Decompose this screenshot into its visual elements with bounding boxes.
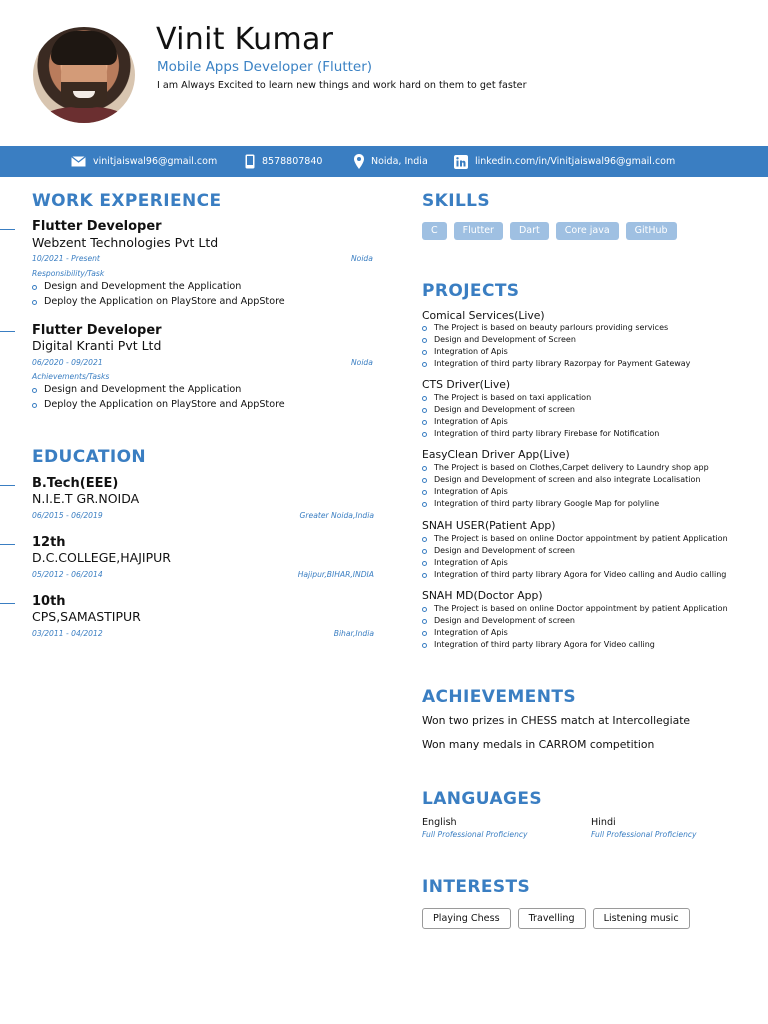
- job-bullet: Design and Development the Application: [32, 384, 241, 395]
- project-bullet: The Project is based on online Doctor appointment by patient Application: [422, 534, 728, 543]
- edu-degree: 10th: [32, 594, 66, 609]
- phone-text: 8578807840: [262, 156, 323, 167]
- project-bullet: Integration of third party library Razorpay for Payment Gateway: [422, 359, 690, 368]
- interest-tag: Playing Chess: [422, 908, 511, 929]
- job-company: Webzent Technologies Pvt Ltd: [32, 235, 219, 250]
- location-text: Noida, India: [371, 156, 428, 167]
- job-company: Digital Kranti Pvt Ltd: [32, 338, 162, 353]
- project-bullet: The Project is based on Clothes,Carpet delivery to Laundry shop app: [422, 463, 709, 472]
- contact-email[interactable]: [71, 146, 217, 177]
- edu-dates: 03/2011 - 04/2012: [32, 629, 103, 638]
- achievement-item: Won two prizes in CHESS match at Intercollegiate: [422, 714, 691, 727]
- project-bullet: Integration of Apis: [422, 558, 508, 567]
- job-location: Noida: [351, 254, 373, 263]
- candidate-role: Mobile Apps Developer (Flutter): [157, 59, 373, 75]
- project-bullet: Integration of Apis: [422, 347, 508, 356]
- project-title: SNAH MD(Doctor App): [422, 589, 543, 602]
- skill-tag: C: [422, 222, 447, 240]
- job-title: Flutter Developer: [32, 323, 162, 338]
- edu-dates: 05/2012 - 06/2014: [32, 570, 103, 579]
- project-bullet: Integration of Apis: [422, 628, 508, 637]
- job-dates: 10/2021 - Present: [32, 254, 100, 263]
- edu-school: D.C.COLLEGE,HAJIPUR: [32, 550, 171, 565]
- job-bullet: Deploy the Application on PlayStore and AppStore: [32, 399, 285, 410]
- skills-list: [422, 222, 677, 240]
- skills-heading: SKILLS: [422, 191, 491, 211]
- timeline-marker: [0, 485, 15, 486]
- contact-location: [354, 146, 428, 177]
- job-dates: 06/2020 - 09/2021: [32, 358, 103, 367]
- languages-heading: LANGUAGES: [422, 789, 543, 809]
- project-bullet: Design and Development of screen: [422, 616, 575, 625]
- project-bullet: Design and Development of Screen: [422, 335, 576, 344]
- linkedin-text: linkedin.com/in/Vinitjaiswal96@gmail.com: [475, 156, 676, 167]
- language-name: English: [422, 817, 457, 828]
- skill-tag: Flutter: [454, 222, 503, 240]
- project-bullet: Design and Development of screen: [422, 405, 575, 414]
- project-bullet: The Project is based on taxi application: [422, 393, 591, 402]
- job-bullet: Deploy the Application on PlayStore and AppStore: [32, 296, 285, 307]
- edu-school: CPS,SAMASTIPUR: [32, 609, 141, 624]
- skill-tag: Core java: [556, 222, 619, 240]
- project-title: Comical Services(Live): [422, 309, 545, 322]
- linkedin-icon: [454, 155, 468, 169]
- timeline-marker: [0, 544, 15, 545]
- language-level: Full Professional Proficiency: [591, 830, 697, 839]
- location-pin-icon: [354, 154, 364, 169]
- edu-dates: 06/2015 - 06/2019: [32, 511, 103, 520]
- skill-tag: Dart: [510, 222, 549, 240]
- email-text: vinitjaiswal96@gmail.com: [93, 156, 218, 167]
- timeline-marker: [0, 229, 15, 230]
- project-title: SNAH USER(Patient App): [422, 519, 556, 532]
- project-bullet: Integration of third party library Agora for Video calling: [422, 640, 655, 649]
- project-bullet: Integration of third party library Firebase for Notification: [422, 429, 659, 438]
- contact-phone[interactable]: [245, 146, 322, 177]
- interest-tag: Listening music: [593, 908, 690, 929]
- candidate-tagline: I am Always Excited to learn new things and work hard on them to get faster: [157, 80, 527, 91]
- contact-linkedin[interactable]: [454, 146, 675, 177]
- contact-bar: [0, 146, 768, 177]
- achievement-item: Won many medals in CARROM competition: [422, 738, 655, 751]
- profile-photo: [33, 27, 135, 123]
- project-bullet: Design and Development of screen: [422, 546, 575, 555]
- job-sublabel: Responsibility/Task: [32, 269, 105, 278]
- project-title: EasyClean Driver App(Live): [422, 448, 570, 461]
- job-title: Flutter Developer: [32, 219, 162, 234]
- timeline-marker: [0, 603, 15, 604]
- edu-location: Greater Noida,India: [299, 511, 374, 520]
- language-level: Full Professional Proficiency: [422, 830, 528, 839]
- edu-location: Hajipur,BIHAR,INDIA: [297, 570, 374, 579]
- project-bullet: Integration of third party library Agora for Video calling and Audio calling: [422, 570, 726, 579]
- interest-tag: Travelling: [518, 908, 586, 929]
- project-bullet: Integration of Apis: [422, 487, 508, 496]
- achievements-heading: ACHIEVEMENTS: [422, 687, 576, 707]
- email-icon: [71, 156, 86, 167]
- edu-school: N.I.E.T GR.NOIDA: [32, 491, 140, 506]
- phone-icon: [245, 154, 255, 169]
- project-bullet: The Project is based on online Doctor appointment by patient Application: [422, 604, 728, 613]
- edu-degree: 12th: [32, 535, 66, 550]
- language-name: Hindi: [591, 817, 616, 828]
- projects-heading: PROJECTS: [422, 281, 520, 301]
- project-bullet: Design and Development of screen and also integrate Localisation: [422, 475, 700, 484]
- project-bullet: The Project is based on beauty parlours providing services: [422, 323, 668, 332]
- timeline-marker: [0, 331, 15, 332]
- job-sublabel: Achievements/Tasks: [32, 372, 110, 381]
- edu-location: Bihar,India: [333, 629, 374, 638]
- job-location: Noida: [351, 358, 373, 367]
- education-heading: EDUCATION: [32, 447, 147, 467]
- project-bullet: Integration of third party library Google Map for polyline: [422, 499, 659, 508]
- interests-heading: INTERESTS: [422, 877, 531, 897]
- interests-list: [422, 908, 690, 929]
- candidate-name: Vinit Kumar: [156, 22, 334, 57]
- edu-degree: B.Tech(EEE): [32, 476, 119, 491]
- work-experience-heading: WORK EXPERIENCE: [32, 191, 222, 211]
- project-title: CTS Driver(Live): [422, 378, 511, 391]
- project-bullet: Integration of Apis: [422, 417, 508, 426]
- job-bullet: Design and Development the Application: [32, 281, 241, 292]
- skill-tag: GitHub: [626, 222, 677, 240]
